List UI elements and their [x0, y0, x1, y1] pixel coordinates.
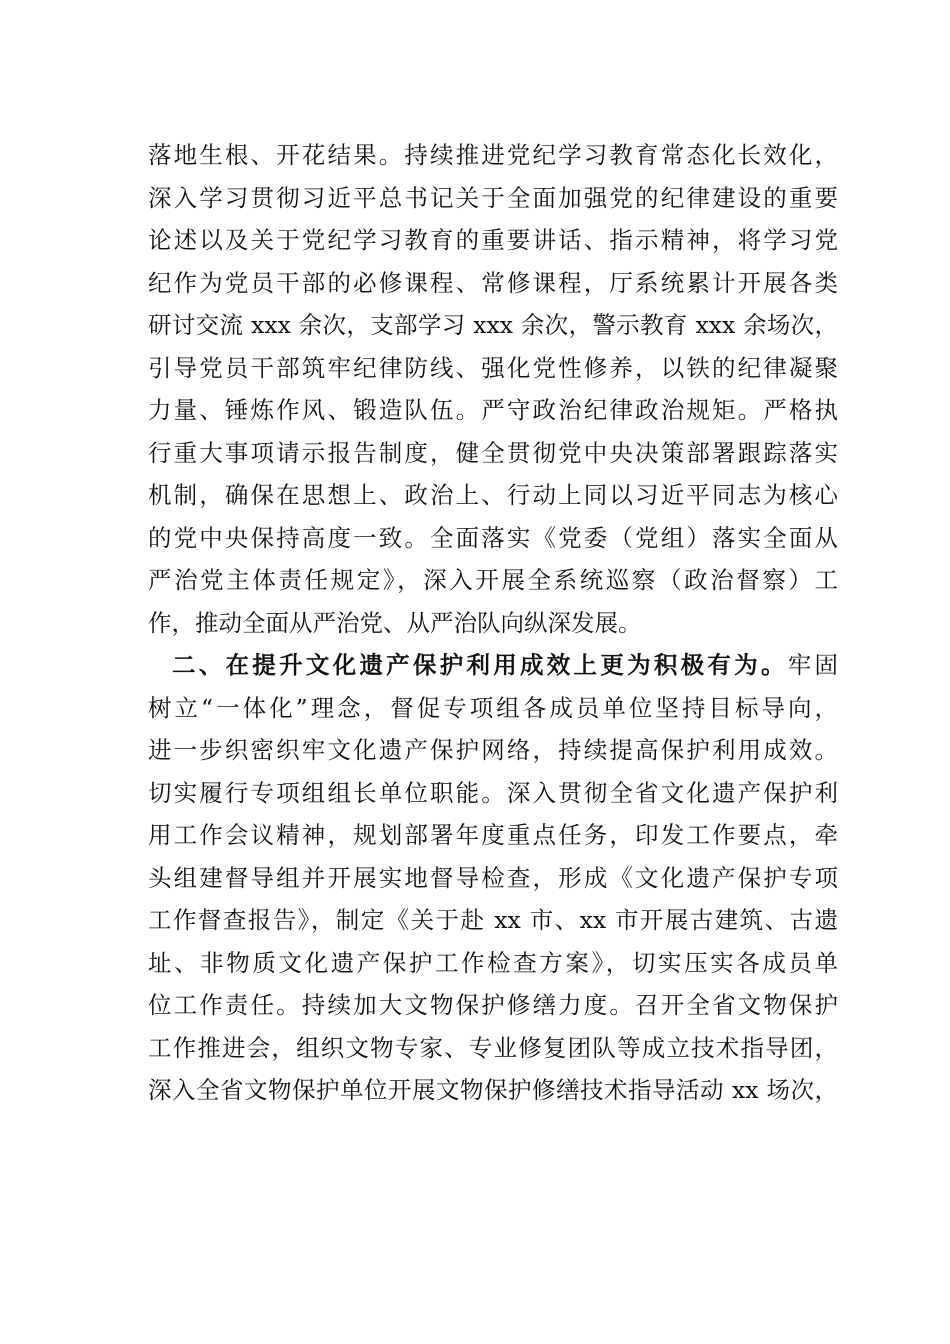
section-heading-tail: 牢固: [787, 651, 839, 679]
paragraph-line: 论述以及关于党纪学习教育的重要讲话、指示精神，将学习党: [148, 226, 838, 254]
paragraph-line: 用工作会议精神，规划部署年度重点任务，印发工作要点，牵: [148, 821, 838, 849]
paragraph-line: 研讨交流 xxx 余次，支部学习 xxx 余次，警示教育 xxx 余场次，: [148, 311, 838, 339]
paragraph-line: 深入学习贯彻习近平总书记关于全面加强党的纪律建设的重要: [148, 183, 838, 212]
section-heading: 二、在提升文化遗产保护利用成效上更为积极有为。: [172, 651, 788, 679]
paragraph-line: 行重大事项请示报告制度，健全贯彻党中央决策部署跟踪落实: [148, 438, 838, 467]
paragraph-line: 头组建督导组并开展实地督导检查，形成《文化遗产保护专项: [148, 863, 838, 892]
paragraph-line: 纪作为党员干部的必修课程、常修课程，厅系统累计开展各类: [148, 268, 838, 297]
paragraph-line: 作，推动全面从严治党、从严治队向纵深发展。: [148, 608, 642, 637]
paragraph-line: 严治党主体责任规定》，深入开展全系统巡察（政治督察）工: [148, 566, 838, 594]
section-heading-line: [148, 644, 838, 687]
paragraph-line: 引导党员干部筑牢纪律防线、强化党性修养，以铁的纪律凝聚: [148, 353, 838, 382]
paragraph-line: 力量、锤炼作风、锻造队伍。严守政治纪律政治规矩。严格执: [148, 396, 838, 424]
paragraph-line: 树立“一体化”理念，督促专项组各成员单位坚持目标导向，: [148, 693, 838, 722]
paragraph-line: 深入全省文物保护单位开展文物保护修缮技术指导活动 xx 场次，: [148, 1076, 838, 1104]
paragraph-line: 进一步织密织牢文化遗产保护网络，持续提高保护利用成效。: [148, 736, 838, 764]
document-body: [148, 134, 838, 1112]
paragraph-line: 的党中央保持高度一致。全面落实《党委（党组）落实全面从: [148, 523, 838, 552]
paragraph-line: 工作推进会，组织文物专家、专业修复团队等成立技术指导团，: [148, 1033, 838, 1062]
paragraph-line: 落地生根、开花结果。持续推进党纪学习教育常态化长效化，: [148, 141, 838, 169]
paragraph-line: 址、非物质文化遗产保护工作检查方案》，切实压实各成员单: [148, 948, 838, 977]
paragraph-line: 位工作责任。持续加大文物保护修缮力度。召开全省文物保护: [148, 991, 838, 1019]
paragraph-line: 机制，确保在思想上、政治上、行动上同以习近平同志为核心: [148, 481, 838, 509]
paragraph-line: 工作督查报告》，制定《关于赴 xx 市、xx 市开展古建筑、古遗: [148, 906, 838, 934]
paragraph-line: 切实履行专项组组长单位职能。深入贯彻全省文化遗产保护利: [148, 778, 838, 807]
